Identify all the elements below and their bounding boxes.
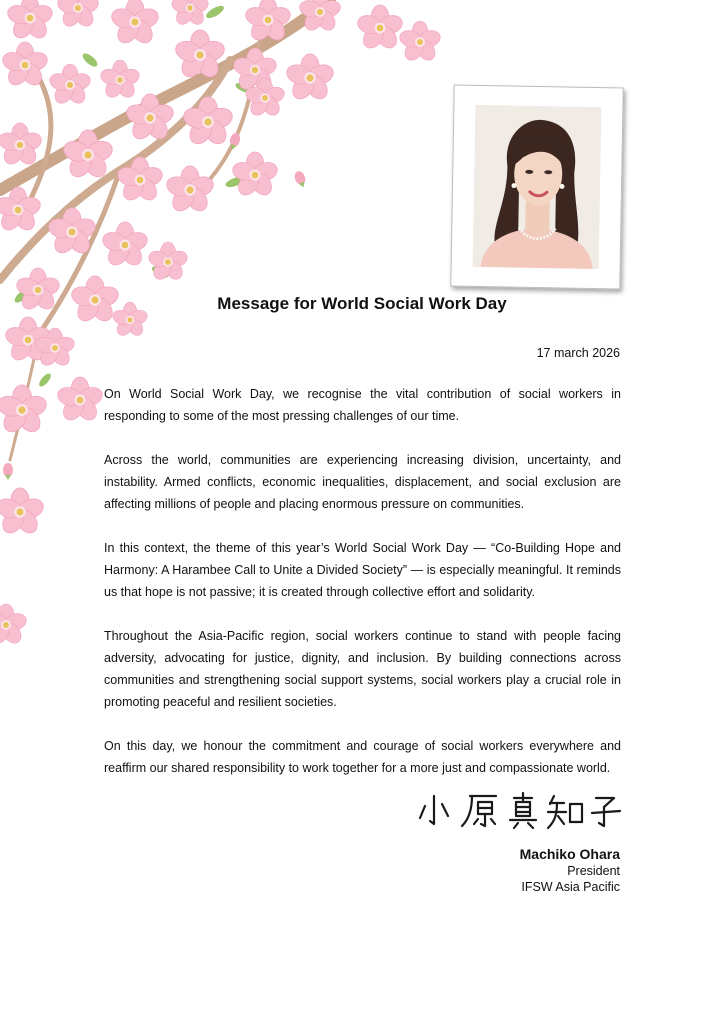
paragraph: On this day, we honour the commitment and courage of social workers everywhere and reaffirm our shared responsibility to work together for a more just and compassionate world. (104, 739, 621, 775)
handwritten-signature (414, 788, 626, 832)
signer-block (520, 845, 620, 895)
paragraph: In this context, the theme of this year’s World Social Work Day — “Co-Building Hope and Harmony: A Harambee Call to Unite a Divided Society” — is especially meaningful. It reminds us that hope is not passive; it is created through collective effort and solidarity. (104, 541, 621, 599)
letter-body (104, 383, 621, 801)
letter-date: 17 march 2026 (536, 346, 620, 360)
paragraph: Across the world, communities are experiencing increasing division, uncertainty, and instability. Armed conflicts, economic inequalities, displacement, and social exclusion are affecting millions of people and placing enormous pressure on communities. (104, 453, 621, 511)
paragraph: On World Social Work Day, we recognise the vital contribution of social workers in responding to some of the most pressing challenges of our time. (104, 387, 621, 423)
portrait-photo (473, 105, 602, 269)
signer-organization: IFSW Asia Pacific (521, 880, 620, 894)
paragraph: Throughout the Asia-Pacific region, social workers continue to stand with people facing adversity, advocating for justice, dignity, and inclusion. By building connections across communities and strengthening social support systems, social workers play a crucial role in promoting peaceful and resilient societies. (104, 629, 621, 709)
portrait-photo-frame (450, 85, 623, 290)
signer-role: President (567, 864, 620, 878)
signer-name: Machiko Ohara (519, 846, 620, 862)
page-title: Message for World Social Work Day (217, 294, 507, 313)
